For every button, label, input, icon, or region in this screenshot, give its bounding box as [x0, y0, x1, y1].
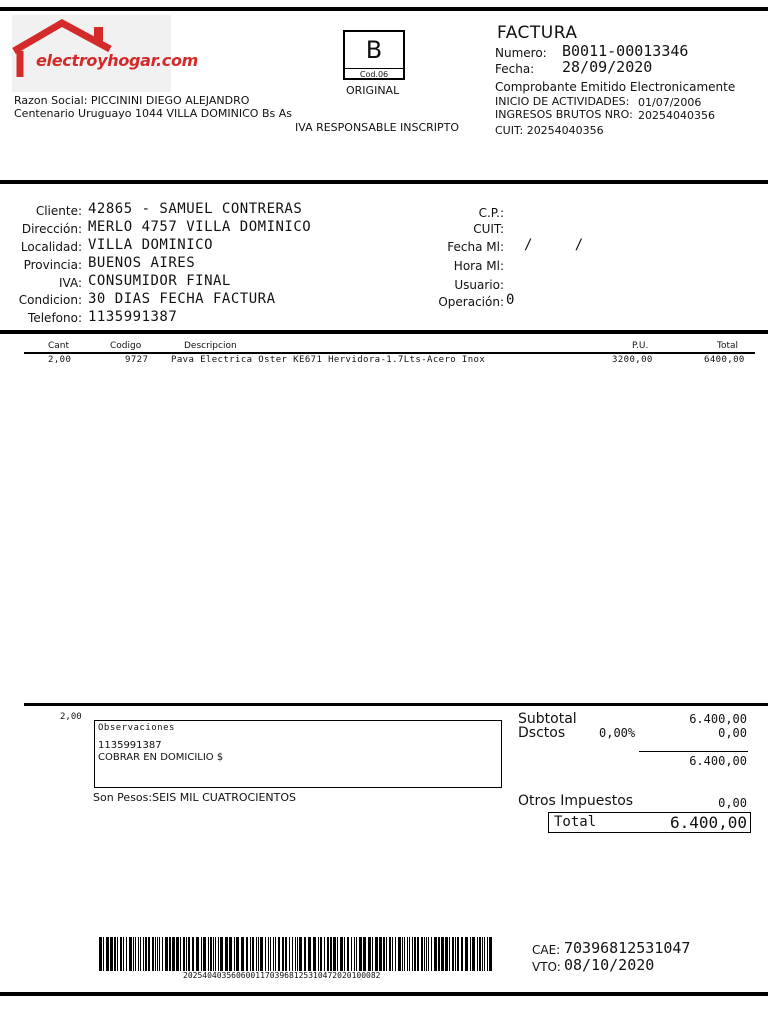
barcode-bar	[289, 937, 290, 971]
barcode-bar	[133, 937, 134, 971]
barcode-bar	[241, 937, 244, 971]
barcode-bar	[340, 937, 343, 971]
row-codigo: 9727	[125, 355, 149, 365]
barcode-bar	[482, 937, 483, 971]
barcode-bar	[162, 937, 163, 971]
barcode-bar	[344, 937, 345, 971]
electronic-note: Comprobante Emitido Electronicamente	[495, 80, 736, 94]
barcode-bar	[356, 937, 357, 971]
barcode-bar	[176, 937, 179, 971]
col-header-pu: P.U.	[632, 341, 649, 351]
header-bottom-rule	[0, 180, 768, 184]
address-value: MERLO 4757 VILLA DOMINICO	[88, 219, 312, 235]
barcode-bar	[143, 937, 144, 971]
province-label: Provincia:	[23, 258, 82, 272]
barcode-bar	[225, 937, 228, 971]
barcode-bar	[292, 937, 293, 971]
operacion-label: Operación:	[438, 295, 504, 309]
barcode-bar	[455, 937, 456, 971]
iva-condition: IVA RESPONSABLE INSCRIPTO	[295, 121, 460, 134]
top-rule	[0, 7, 768, 11]
barcode-bar	[145, 937, 147, 971]
doc-type-box	[343, 30, 405, 80]
logo-text: electroyhogar.com	[36, 51, 199, 70]
barcode-bar	[229, 937, 232, 971]
client-bottom-rule	[0, 330, 768, 334]
barcode-bar	[180, 937, 181, 971]
vto-value: 08/10/2020	[564, 956, 655, 974]
condition-label: Condicion:	[18, 293, 82, 307]
barcode-bar	[140, 937, 141, 971]
barcode-bar	[265, 937, 266, 971]
barcode-bar	[407, 937, 408, 971]
barcode-bar	[470, 937, 471, 971]
barcode-bar	[379, 937, 382, 971]
cuit-line: CUIT: 20254040356	[495, 124, 604, 137]
barcode-bar	[183, 937, 185, 971]
barcode-bar	[218, 937, 219, 971]
barcode-bar	[208, 937, 209, 971]
barcode-bar	[337, 937, 338, 971]
dsctos-value: 0,00	[718, 726, 747, 740]
barcode-bar	[215, 937, 216, 971]
subtotal-value: 6.400,00	[689, 712, 747, 726]
barcode-bar	[246, 937, 248, 971]
barcode-bar	[402, 937, 403, 971]
razon-social: Razon Social: PICCININI DIEGO ALEJANDRO	[14, 94, 250, 107]
numero-label: Numero:	[495, 46, 547, 60]
barcode-bar	[110, 937, 113, 971]
barcode-bar	[392, 937, 393, 971]
barcode-bar	[308, 937, 311, 971]
otros-impuestos-label: Otros Impuestos	[518, 793, 634, 809]
row-descripcion: Pava Electrica Oster KE671 Hervidora-1.7Lts-Acero Inox	[171, 355, 486, 365]
invoice-title: FACTURA	[497, 23, 578, 43]
barcode-bar	[250, 937, 251, 971]
barcode-bar	[457, 937, 459, 971]
barcode-bar	[299, 937, 302, 971]
total-value: 6.400,00	[669, 813, 747, 832]
row-total: 6400,00	[704, 355, 745, 365]
barcode-bar	[395, 937, 396, 971]
barcode-bar	[114, 937, 116, 971]
observaciones-line: 1135991387	[98, 740, 162, 751]
hora-ml-label: Hora Ml:	[453, 259, 504, 273]
barcode-bar	[386, 937, 387, 971]
col-header-total: Total	[717, 341, 739, 351]
barcode-bar	[449, 937, 450, 971]
province-value: BUENOS AIRES	[88, 255, 196, 271]
company-address: Centenario Uruguayo 1044 VILLA DOMINICO Bs As	[14, 107, 292, 120]
col-header-codigo: Codigo	[110, 341, 142, 351]
usuario-label: Usuario:	[454, 278, 504, 292]
barcode-bar	[282, 937, 284, 971]
company-logo	[12, 15, 199, 92]
barcode-bar	[106, 937, 109, 971]
barcode-bar	[320, 937, 322, 971]
barcode-bar	[414, 937, 416, 971]
inicio-label: INICIO DE ACTIVIDADES:	[495, 95, 630, 108]
barcode-bar	[157, 937, 158, 971]
ib-value: 20254040356	[638, 109, 715, 122]
barcode-bar	[434, 937, 437, 971]
barcode-bar	[120, 937, 122, 971]
barcode-bar	[389, 937, 391, 971]
barcode-bar	[479, 937, 481, 971]
barcode-bar	[186, 937, 187, 971]
dsctos-label: Dsctos	[518, 725, 566, 741]
barcode-number: 20254040356060011703968125310472020100082	[183, 971, 381, 980]
barcode-bar	[412, 937, 413, 971]
barcode-bar	[438, 937, 440, 971]
barcode-bar	[192, 937, 194, 971]
barcode-bar	[260, 937, 263, 971]
vto-label: VTO:	[532, 960, 561, 974]
total-quantity: 2,00	[60, 712, 82, 722]
amount-in-words: Son Pesos:SEIS MIL CUATROCIENTOS	[93, 791, 296, 804]
barcode-bar	[268, 937, 269, 971]
barcode-bar	[487, 937, 488, 971]
barcode-bar	[359, 937, 362, 971]
barcode-bar	[426, 937, 427, 971]
otros-impuestos-value: 0,00	[718, 796, 747, 810]
barcode-bar	[304, 937, 306, 971]
barcode-bar	[201, 937, 202, 971]
barcode-bar	[129, 937, 132, 971]
phone-value: 1135991387	[88, 309, 178, 325]
barcode-bar	[347, 937, 349, 971]
barcode-bar	[383, 937, 385, 971]
total-box	[548, 812, 751, 833]
barcode-bar	[270, 937, 271, 971]
barcode-bar	[252, 937, 254, 971]
barcode-bar	[258, 937, 259, 971]
barcode-bar	[117, 937, 118, 971]
barcode-bar	[472, 937, 475, 971]
col-header-cant: Cant	[48, 341, 70, 351]
barcode-bar	[431, 937, 432, 971]
barcode-bar	[169, 937, 171, 971]
barcode-bar	[351, 937, 352, 971]
barcode-bar	[363, 937, 366, 971]
barcode-bar	[135, 937, 136, 971]
barcode-bar	[368, 937, 371, 971]
copy-label: ORIGINAL	[346, 84, 400, 97]
barcode-bar	[465, 937, 468, 971]
barcode-bar	[333, 937, 336, 971]
barcode-bar	[234, 937, 235, 971]
row-pu: 3200,00	[612, 355, 653, 365]
table-header-rule	[24, 352, 755, 354]
cp-label: C.P.:	[478, 206, 504, 220]
barcode-bar	[354, 937, 355, 971]
invoice-date: 28/09/2020	[562, 58, 653, 76]
cae-value: 70396812531047	[564, 939, 691, 957]
barcode-bar	[398, 937, 401, 971]
net-rule	[639, 751, 748, 752]
barcode-bar	[256, 937, 257, 971]
bottom-rule	[0, 992, 768, 996]
client-value: 42865 - SAMUEL CONTRERAS	[88, 201, 303, 217]
barcode	[99, 937, 493, 971]
barcode-bar	[278, 937, 280, 971]
barcode-bar	[417, 937, 419, 971]
inicio-value: 01/07/2006	[638, 96, 702, 109]
barcode-bar	[165, 937, 168, 971]
locality-value: VILLA DOMINICO	[88, 237, 214, 253]
barcode-bar	[99, 937, 102, 971]
barcode-bar	[452, 937, 454, 971]
subtotal-label: Subtotal	[518, 711, 577, 727]
barcode-bar	[103, 937, 104, 971]
barcode-bar	[327, 937, 329, 971]
barcode-bar	[375, 937, 378, 971]
observaciones-box	[94, 720, 502, 788]
barcode-bar	[172, 937, 175, 971]
barcode-bar	[220, 937, 223, 971]
col-header-descripcion: Descripcion	[184, 341, 237, 351]
barcode-bar	[203, 937, 206, 971]
iva-value: CONSUMIDOR FINAL	[88, 273, 231, 289]
fecha-ml-value: / /	[524, 237, 584, 253]
barcode-bar	[188, 937, 190, 971]
barcode-image	[99, 937, 493, 971]
barcode-bar	[155, 937, 156, 971]
locality-label: Localidad:	[20, 240, 82, 254]
barcode-bar	[409, 937, 410, 971]
barcode-bar	[461, 937, 463, 971]
barcode-bar	[424, 937, 425, 971]
footer-top-rule	[24, 703, 768, 706]
client-label: Cliente:	[35, 204, 82, 218]
dsctos-percent: 0,00%	[599, 726, 636, 740]
barcode-bar	[285, 937, 287, 971]
cuit-label: CUIT:	[473, 222, 504, 236]
cae-label: CAE:	[532, 943, 561, 957]
barcode-bar	[404, 937, 405, 971]
barcode-bar	[210, 937, 212, 971]
fecha-ml-label: Fecha Ml:	[447, 240, 504, 254]
barcode-bar	[148, 937, 150, 971]
barcode-bar	[126, 937, 127, 971]
net-value: 6.400,00	[689, 754, 747, 768]
barcode-bar	[138, 937, 139, 971]
barcode-bar	[428, 937, 429, 971]
barcode-bar	[324, 937, 325, 971]
invoice-number: B0011-00013346	[562, 42, 689, 60]
barcode-bar	[152, 937, 154, 971]
doc-letter: B	[365, 36, 383, 64]
barcode-bar	[372, 937, 373, 971]
row-cant: 2,00	[48, 355, 72, 365]
barcode-bar	[297, 937, 298, 971]
barcode-bar	[213, 937, 214, 971]
barcode-bar	[275, 937, 276, 971]
total-label: Total	[554, 814, 597, 830]
ib-label: INGRESOS BRUTOS NRO:	[495, 108, 633, 121]
operacion-value: 0	[506, 292, 515, 308]
condition-value: 30 DIAS FECHA FACTURA	[88, 291, 276, 307]
barcode-bar	[445, 937, 448, 971]
barcode-bar	[159, 937, 160, 971]
observaciones-line: COBRAR EN DOMICILIO $	[98, 752, 224, 763]
barcode-bar	[236, 937, 239, 971]
barcode-bar	[196, 937, 199, 971]
address-label: Dirección:	[21, 222, 82, 236]
barcode-bar	[123, 937, 124, 971]
barcode-bar	[489, 937, 492, 971]
barcode-bar	[318, 937, 319, 971]
iva-label: IVA:	[58, 276, 82, 290]
barcode-bar	[421, 937, 423, 971]
barcode-bar	[295, 937, 296, 971]
barcode-bar	[330, 937, 332, 971]
barcode-bar	[484, 937, 485, 971]
barcode-bar	[313, 937, 316, 971]
barcode-bar	[441, 937, 444, 971]
observaciones-label: Observaciones	[98, 723, 175, 733]
fecha-label: Fecha:	[495, 62, 535, 76]
barcode-bar	[477, 937, 478, 971]
doc-code: Cod.06	[345, 68, 403, 79]
phone-label: Telefono:	[28, 311, 82, 325]
barcode-bar	[273, 937, 274, 971]
